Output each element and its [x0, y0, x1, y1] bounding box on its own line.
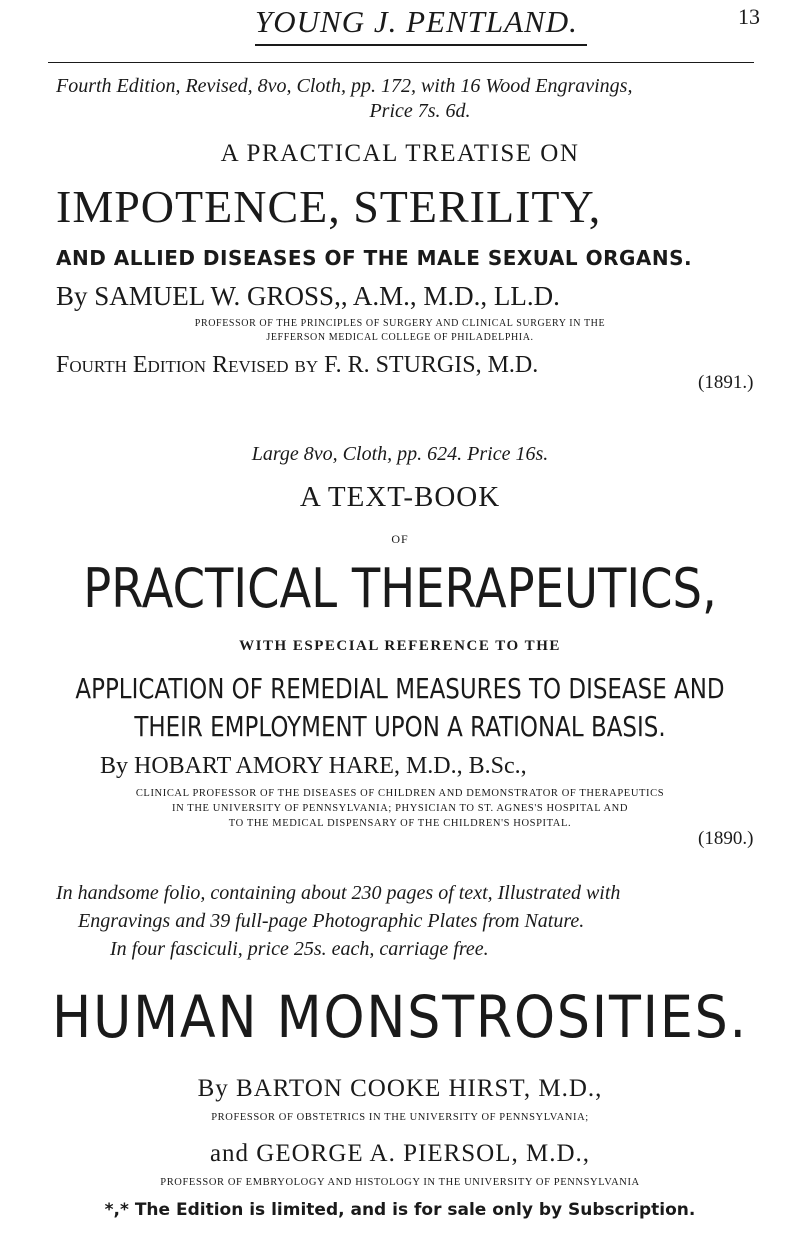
author-line: By HOBART AMORY HARE, M.D., B.Sc., [100, 753, 527, 779]
author-description: CLINICAL PROFESSOR OF THE DISEASES OF CHILDREN AND DEMONSTRATOR OF THERAPEUTICS [135, 788, 665, 799]
subscription-notice: *,* The Edition is limited, and is for sale only by Subscription. [104, 1200, 696, 1220]
book-title-sub: AND ALLIED DISEASES OF THE MALE SEXUAL ORGANS. [56, 246, 693, 270]
revision-line: Fourth Edition Revised by F. R. STURGIS, M.D. [56, 352, 539, 378]
price: Price 7s. 6d. [369, 100, 471, 122]
book-title: PRACTICAL THERAPEUTICS, [83, 557, 717, 620]
author-line: By BARTON COOKE HIRST, M.D., [197, 1075, 603, 1102]
book-title-sub: APPLICATION OF REMEDIAL MEASURES TO DISEASE AND [75, 672, 725, 705]
author-description: PROFESSOR OF THE PRINCIPLES OF SURGERY AND CLINICAL SURGERY IN THE [194, 318, 606, 329]
book-description: Engravings and 39 full-page Photographic Plates from Nature. [78, 910, 585, 932]
author-description: PROFESSOR OF EMBRYOLOGY AND HISTOLOGY IN THE UNIVERSITY OF PENNSYLVANIA [160, 1177, 640, 1188]
author-description: PROFESSOR OF OBSTETRICS IN THE UNIVERSITY OF PENNSYLVANIA; [211, 1112, 589, 1123]
book-title-sub: THEIR EMPLOYMENT UPON A RATIONAL BASIS. [134, 710, 666, 743]
publication-year: (1891.) [698, 372, 754, 393]
with-reference-line: WITH ESPECIAL REFERENCE TO THE [239, 638, 561, 654]
author-description: JEFFERSON MEDICAL COLLEGE OF PHILADELPHIA. [266, 332, 534, 343]
author-description: IN THE UNIVERSITY OF PENNSYLVANIA; PHYSICIAN TO ST. AGNES'S HOSPITAL AND [171, 803, 629, 814]
book-title: HUMAN MONSTROSITIES. [52, 983, 748, 1051]
book-description: In handsome folio, containing about 230 pages of text, Illustrated with [56, 882, 621, 904]
header-rule [255, 44, 587, 46]
header-rule-thin [48, 62, 754, 63]
book-title: IMPOTENCE, STERILITY, [56, 181, 602, 232]
author-line: and GEORGE A. PIERSOL, M.D., [209, 1140, 591, 1167]
author-description: TO THE MEDICAL DISPENSARY OF THE CHILDREN'S HOSPITAL. [228, 818, 572, 829]
publication-year: (1890.) [698, 828, 754, 849]
book-subtitle: A TEXT-BOOK [299, 481, 501, 513]
book-of: OF [391, 532, 409, 546]
page-number: 13 [738, 4, 760, 29]
edition-line: Large 8vo, Cloth, pp. 624. Price 16s. [251, 443, 549, 465]
book-subtitle: A PRACTICAL TREATISE ON [220, 140, 580, 167]
running-header-title: YOUNG J. PENTLAND. [255, 4, 578, 39]
book-description: In four fasciculi, price 25s. each, carriage free. [110, 938, 489, 960]
edition-line: Fourth Edition, Revised, 8vo, Cloth, pp. 172, with 16 Wood Engravings, [56, 75, 633, 97]
author-line: By SAMUEL W. GROSS,, A.M., M.D., LL.D. [56, 281, 560, 311]
